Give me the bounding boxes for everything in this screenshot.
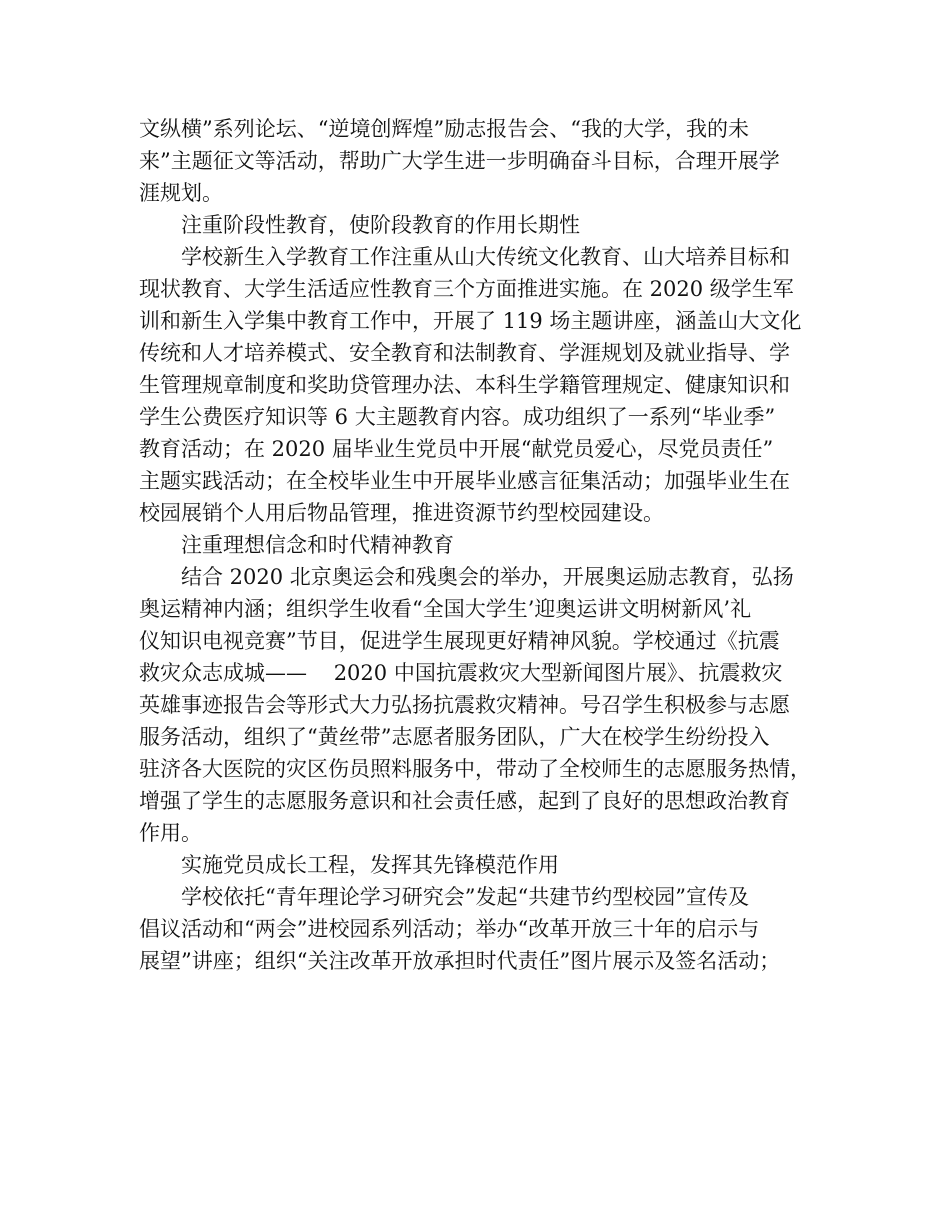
text-line: 增强了学生的志愿服务意识和社会责任感，起到了良好的思想政治教育 — [139, 789, 790, 813]
document-body — [139, 113, 815, 977]
text-line: 学校新生入学教育工作注重从山大传统文化教育、山大培养目标和 — [181, 245, 790, 269]
text-line: 注重理想信念和时代精神教育 — [181, 533, 454, 557]
text-line: 倡议活动和“两会”进校园系列活动；举办“改革开放三十年的启示与 — [139, 917, 760, 941]
text-line: 服务活动，组织了“黄丝带”志愿者服务团队，广大在校学生纷纷投入 — [139, 725, 770, 749]
text-line: 涯规划。 — [139, 181, 223, 205]
text-line: 训和新生入学集中教育工作中，开展了 119 场主题讲座，涵盖山大文化 — [139, 309, 802, 333]
text-line: 校园展销个人用后物品管理，推进资源节约型校园建设。 — [139, 501, 664, 525]
text-line: 驻济各大医院的灾区伤员照料服务中，带动了全校师生的志愿服务热情， — [139, 757, 811, 781]
text-line: 结合 2020 北京奥运会和残奥会的举办，开展奥运励志教育，弘扬 — [181, 565, 794, 589]
text-line: 主题实践活动；在全校毕业生中开展毕业感言征集活动；加强毕业生在 — [139, 469, 790, 493]
text-line: 作用。 — [139, 821, 202, 845]
text-line: 来”主题征文等活动，帮助广大学生进一步明确奋斗目标，合理开展学 — [139, 149, 780, 173]
text-line: 教育活动；在 2020 届毕业生党员中开展“献党员爱心，尽党员责任” — [139, 437, 774, 461]
text-line: 注重阶段性教育，使阶段教育的作用长期性 — [181, 213, 580, 237]
text-line: 奥运精神内涵；组织学生收看“全国大学生’迎奥运讲文明树新风’礼 — [139, 597, 752, 621]
text-line: 英雄事迹报告会等形式大力弘扬抗震救灾精神。号召学生积极参与志愿 — [139, 693, 790, 717]
text-line: 学校依托“青年理论学习研究会”发起“共建节约型校园”宣传及 — [181, 885, 749, 909]
text-line: 救灾众志成城—— 2020 中国抗震救灾大型新闻图片展》、抗震救灾 — [139, 661, 783, 685]
text-line: 生管理规章制度和奖助贷管理办法、本科生学籍管理规定、健康知识和 — [139, 373, 790, 397]
text-line: 实施党员成长工程，发挥其先锋模范作用 — [181, 853, 559, 877]
text-line: 展望”讲座；组织“关注改革开放承担时代责任”图片展示及签名活动； — [139, 949, 781, 973]
text-line: 仪知识电视竞赛”节目，促进学生展现更好精神风貌。学校通过《抗震 — [139, 629, 780, 653]
text-line: 传统和人才培养模式、安全教育和法制教育、学涯规划及就业指导、学 — [139, 341, 790, 365]
text-line: 学生公费医疗知识等 6 大主题教育内容。成功组织了一系列“毕业季” — [139, 405, 776, 429]
text-line: 文纵横”系列论坛、“逆境创辉煌”励志报告会、“我的大学，我的未 — [139, 117, 749, 141]
text-line: 现状教育、大学生活适应性教育三个方面推进实施。在 2020 级学生军 — [139, 277, 794, 301]
